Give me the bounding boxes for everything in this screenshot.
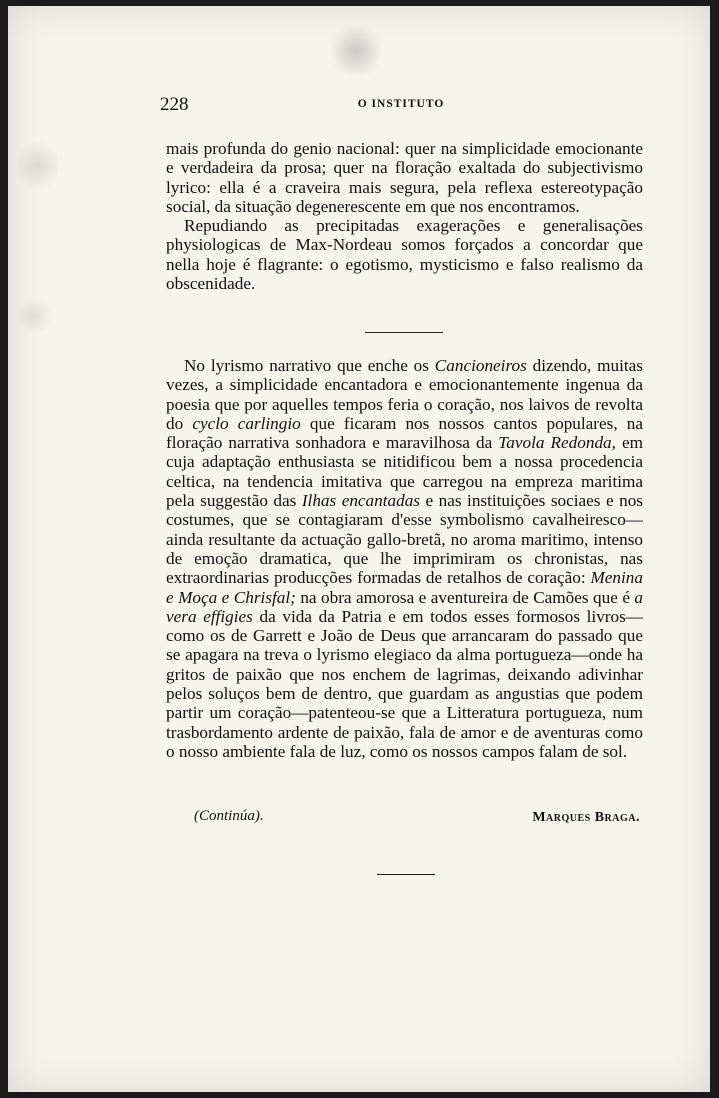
text-segment: em cuja adaptação enthusiasta se nitidificou bem a nossa procedencia celtica, na tendencia imitativa que carregou na empreza maritima pela suggestão das <box>166 433 644 511</box>
book-page <box>8 6 710 1092</box>
text-segment: mais profunda do genio nacional: quer na simplicidade emocionante e verdadeira da prosa; quer na floração exaltada do subjectivismo lyrico: ella é a craveira mais segura, pela reflexa estereotypação social, da situação degenerescente em que nos encontramos. <box>166 139 643 216</box>
page-number: 228 <box>160 94 189 115</box>
signature-line <box>194 808 640 830</box>
page-header <box>160 94 642 116</box>
italic-text: Ilhas encantadas <box>301 491 420 511</box>
paragraph <box>166 139 643 216</box>
italic-text: a vera effigies <box>166 587 643 626</box>
italic-text: Menina e Moça e Chrisfal; <box>166 568 643 607</box>
text-segment: na obra amorosa e aventureira de Camões que é <box>295 587 635 607</box>
paragraph <box>166 356 643 761</box>
text-block-upper <box>166 139 643 293</box>
section-divider <box>365 332 443 333</box>
end-divider <box>377 874 435 875</box>
ink-smudge <box>326 26 386 76</box>
text-segment: que ficaram nos nossos cantos populares, na floração narrativa sonhadora e maravilhosa da <box>166 413 643 453</box>
ink-smudge <box>18 136 58 196</box>
continua-note: (Continúa). <box>194 808 264 824</box>
text-segment: No lyrismo narrativo que enche os <box>184 356 435 375</box>
text-segment: da vida da Patria e em todos esses formosos livros—como os de Garrett e João de Deus que arrancaram do passado que se apagara na treva o lyrismo elegiaco da alma portugueza—onde ha gritos de paixão que nos enchem de lagrimas, deixando adivinhar pelos soluços bem de dentro, que guardam as angustias que podem partir um coração—patenteou-se que a Litteratura portugueza, num trasbordamento ardente de paixão, fala de amor e de aventuras como o nosso ambiente fala de luz, como os nossos campos falam de sol. <box>166 606 643 761</box>
running-head: O INSTITUTO <box>357 98 445 110</box>
text-segment: e nas instituições sociaes e nos costumes, que se contagiaram d'esse symbolismo cavalheiresco—ainda resultante da actuação gallo-bretã, no aroma maritimo, intenso de emoção dramatica, que lhe imprimiram os chronistas, nas extraordinarias producções formadas de retalhos de coração: <box>166 491 643 588</box>
italic-text: cyclo carlingio <box>192 413 301 433</box>
ink-smudge <box>16 296 52 336</box>
italic-text: Tavola Redonda, <box>498 433 616 453</box>
paragraph <box>166 216 643 293</box>
text-block-lower <box>166 356 643 761</box>
italic-text: Cancioneiros <box>434 356 527 375</box>
author-signature: Marques Braga. <box>532 810 640 825</box>
text-segment: dizendo, muitas vezes, a simplicidade encantadora e emocionantemente ingenua da poesia que por aquelles tempos feria o coração, nos laivos de revolta do <box>166 356 643 433</box>
text-segment: Repudiando as precipitadas exagerações e generalisações physiologicas de Max-Nordeau somos forçados a concordar que nella hoje é flagrante: o egotismo, mysticismo e falso realismo da obscenidade. <box>166 216 643 294</box>
